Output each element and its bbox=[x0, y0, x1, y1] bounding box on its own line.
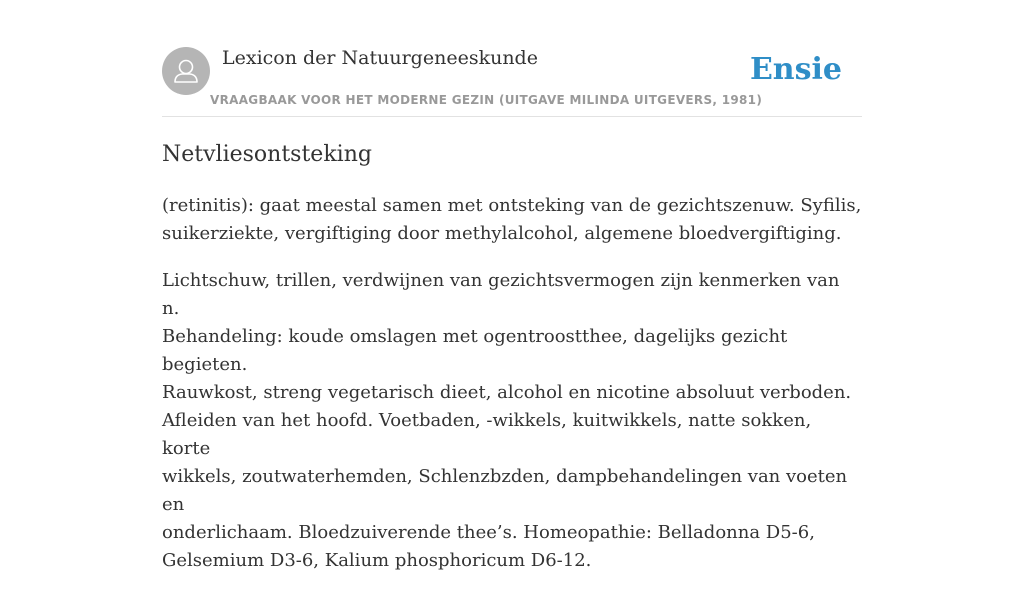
line: wikkels, zoutwaterhemden, Schlenzbzden, dampbehandelingen van voeten en bbox=[162, 466, 848, 515]
line: suikerziekte, vergiftiging door methylalcohol, algemene bloedvergiftiging. bbox=[162, 223, 842, 244]
line: (retinitis): gaat meestal samen met ontsteking van de gezichtszenuw. Syfilis, bbox=[162, 195, 862, 216]
brand-logo-link[interactable]: Ensie bbox=[749, 52, 842, 87]
line: Rauwkost, streng vegetarisch dieet, alcohol en nicotine absoluut verboden. bbox=[162, 382, 852, 403]
line: Gelsemium D3-6, Kalium phosphoricum D6-12. bbox=[162, 550, 592, 571]
line: onderlichaam. Bloedzuiverende thee’s. Homeopathie: Belladonna D5-6, bbox=[162, 522, 815, 543]
line: Lichtschuw, trillen, verdwijnen van gezichtsvermogen zijn kenmerken van n. bbox=[162, 270, 840, 319]
paragraph-1 bbox=[162, 192, 862, 248]
entry-title: Netvliesontsteking bbox=[162, 142, 372, 167]
source-header bbox=[162, 46, 862, 117]
paragraph-2 bbox=[162, 267, 862, 575]
source-subtitle: VRAAGBAAK VOOR HET MODERNE GEZIN (UITGAVE MILINDA UITGEVERS, 1981) bbox=[210, 93, 763, 107]
user-icon bbox=[162, 47, 210, 95]
line: Afleiden van het hoofd. Voetbaden, -wikkels, kuitwikkels, natte sokken, korte bbox=[162, 410, 812, 459]
entry-body bbox=[162, 192, 862, 594]
line: Behandeling: koude omslagen met ogentroostthee, dagelijks gezicht begieten. bbox=[162, 326, 788, 375]
source-title-link[interactable]: Lexicon der Natuurgeneeskunde bbox=[222, 47, 538, 69]
